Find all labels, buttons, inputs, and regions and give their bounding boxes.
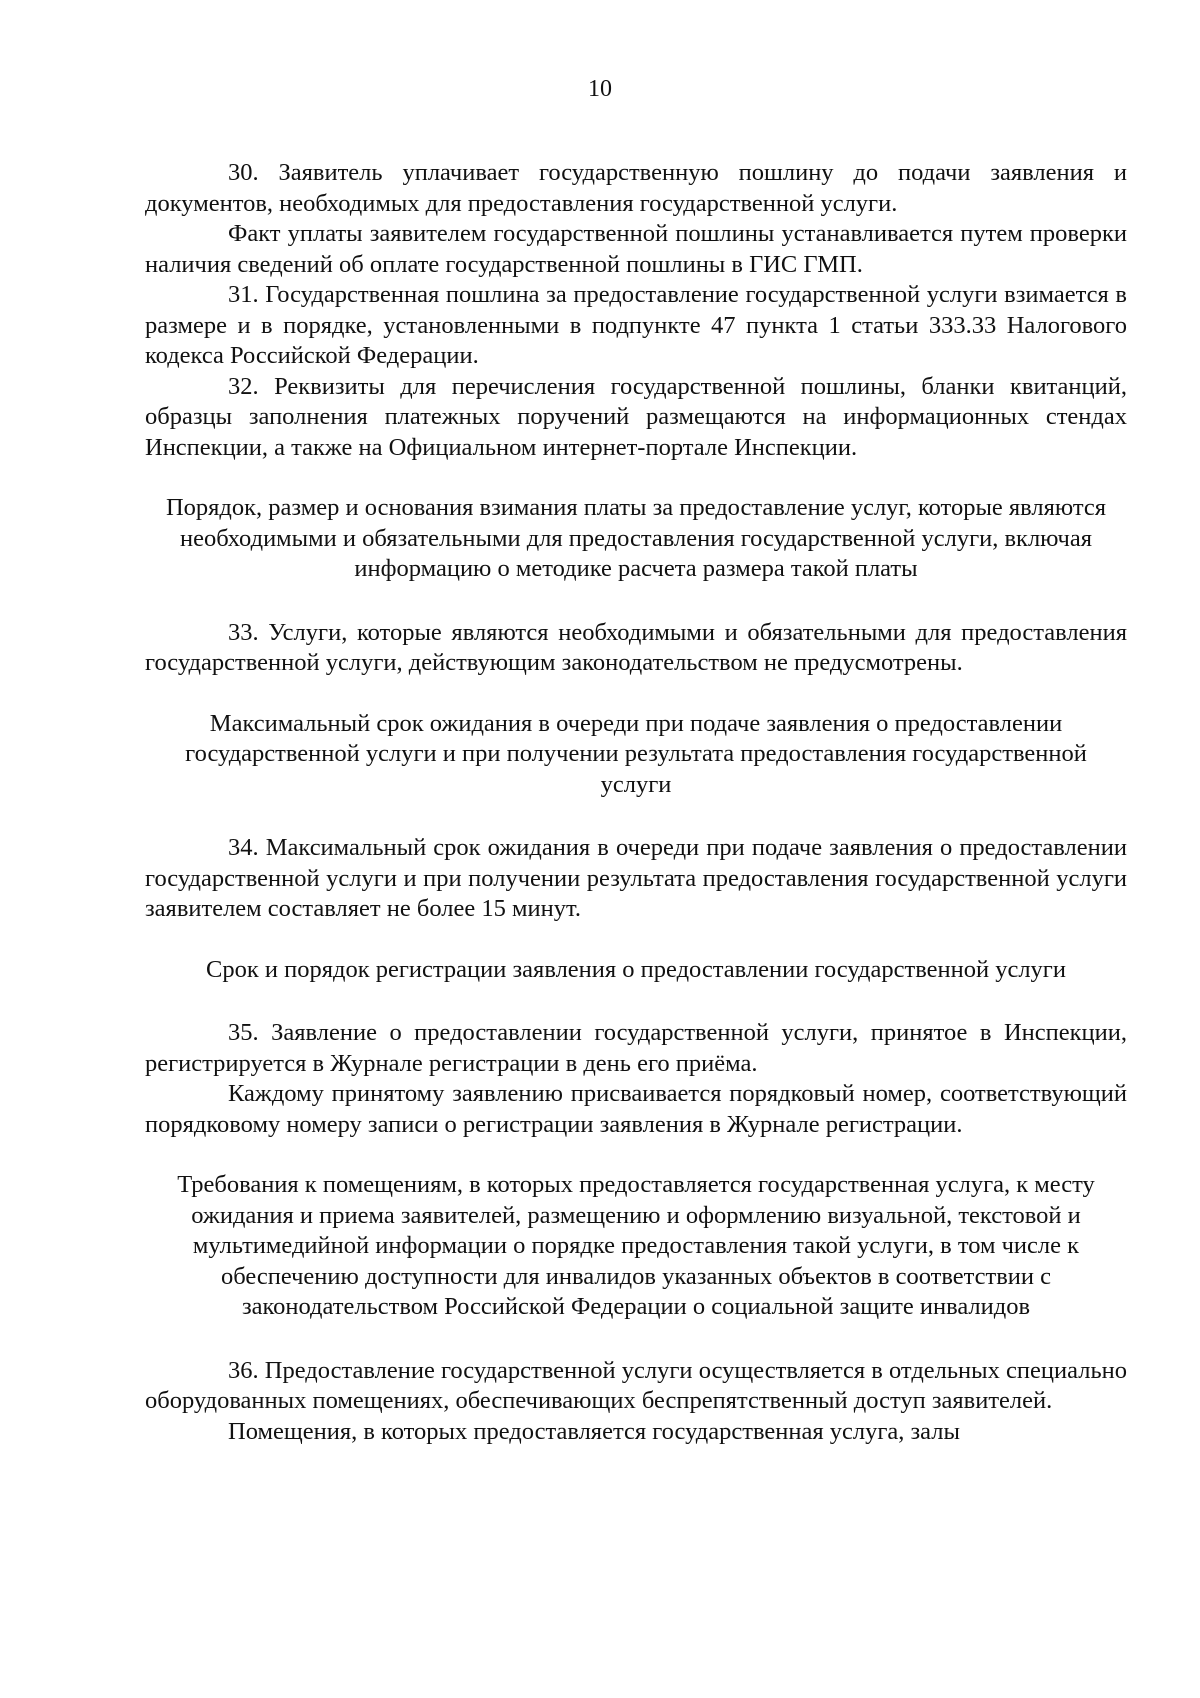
paragraph-36: 36. Предоставление государственной услуги осуществляется в отдельных специально оборудованных помещениях, обеспечивающих беспрепятственный доступ заявителей. [145, 1356, 1127, 1414]
document-body [145, 158, 1127, 1447]
paragraph-30: 30. Заявитель уплачивает государственную пошлину до подачи заявления и документов, необходимых для предоставления государственной услуги. [145, 159, 1127, 217]
page-number: 10 [588, 76, 612, 102]
paragraph-30-payment-fact: Факт уплаты заявителем государственной пошлины устанавливается путем проверки наличия сведений об оплате государственной пошлины в ГИС ГМП. [145, 220, 1127, 278]
spacer [145, 1323, 1127, 1356]
paragraph-33: 33. Услуги, которые являются необходимыми и обязательными для предоставления государственной услуги, действующим законодательством не предусмотрены. [145, 618, 1127, 676]
paragraph-32: 32. Реквизиты для перечисления государственной пошлины, бланки квитанций, образцы заполнения платежных поручений размещаются на информационных стендах Инспекции, а также на Официальном интернет-портале Инспекции. [145, 372, 1127, 461]
paragraph-31: 31. Государственная пошлина за предоставление государственной услуги взимается в размере и в порядке, установленными в подпункте 47 пункта 1 статьи 333.33 Налогового кодекса Российской Федерации. [145, 281, 1127, 369]
section-heading-premises: Требования к помещениям, в которых предоставляется государственная услуга, к месту ожидания и приема заявителей, размещению и оформлению визуальной, текстовой и мультимедийной информации о порядке предоставления такой услуги, в том числе к обеспечению доступности для инвалидов указанных объектов в соответствии с законодательством Российской Федерации о социальной защите инвалидов [177, 1171, 1095, 1320]
paragraph-35: 35. Заявление о предоставлении государственной услуги, принятое в Инспекции, регистрируется в Журнале регистрации в день его приёма. [145, 1019, 1127, 1077]
paragraph-35-numbering: Каждому принятому заявлению присваивается порядковый номер, соответствующий порядковому номеру записи о регистрации заявления в Журнале регистрации. [145, 1080, 1127, 1138]
section-heading-registration: Срок и порядок регистрации заявления о предоставлении государственной услуги [206, 955, 1066, 983]
section-heading-fees: Порядок, размер и основания взимания платы за предоставление услуг, которые являются необходимыми и обязательными для предоставления государственной услуги, включая информацию о методике расчета размера такой платы [165, 494, 1107, 582]
paragraph-34: 34. Максимальный срок ожидания в очереди при подаче заявления о предоставлении государственной услуги и при получении результата предоставления государственной услуги заявителем составляет не более 15 минут. [145, 834, 1127, 922]
spacer [145, 463, 1127, 493]
spacer [145, 925, 1127, 955]
paragraph-36-premises: Помещения, в которых предоставляется государственная услуга, залы [228, 1417, 960, 1445]
spacer [145, 1140, 1127, 1170]
spacer [145, 985, 1127, 1018]
spacer [145, 585, 1127, 618]
spacer [145, 679, 1127, 709]
section-heading-queue-time: Максимальный срок ожидания в очереди при подаче заявления о предоставлении государственной услуги и при получении результата предоставления государственной услуги [185, 709, 1087, 798]
spacer [145, 800, 1127, 833]
